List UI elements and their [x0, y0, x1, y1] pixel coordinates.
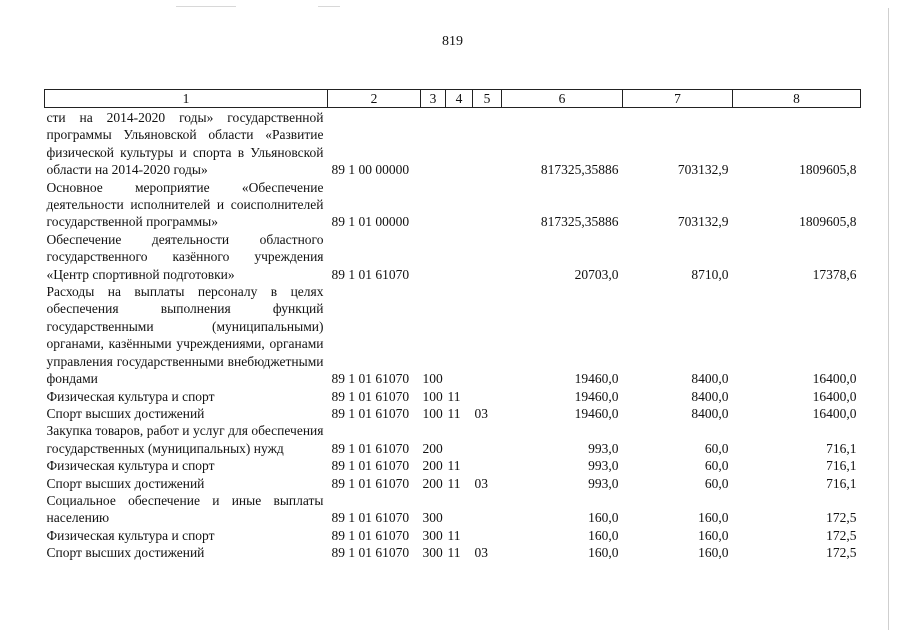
- table-row: [45, 388, 861, 405]
- subsection-code: [473, 283, 502, 387]
- subsection-code: [473, 231, 502, 283]
- amount-col-6: 817325,35886: [540, 162, 619, 178]
- amount-col-8: 1809605,8: [799, 214, 857, 230]
- amount-col-7: 160,0: [698, 527, 729, 543]
- amount-col-7: 8400,0: [691, 405, 729, 421]
- amount-col-7: 8400,0: [691, 371, 729, 387]
- amount-col-6: 160,0: [588, 545, 619, 561]
- amount-col-8: 716,1: [826, 475, 857, 491]
- table-row: [45, 544, 861, 561]
- subsection-code: 03: [474, 405, 488, 421]
- expense-type-code: 100: [422, 371, 443, 387]
- amount-col-8: 16400,0: [812, 371, 857, 387]
- row-name: сти на 2014-2020 годы» государственной программы Ульяновской области «Развитие физической культуры и спорта в Ульяновской области на 2014-2020 годы»: [46, 110, 324, 178]
- target-article-code: 89 1 00 00000: [331, 162, 410, 178]
- target-article-code: 89 1 01 61070: [331, 545, 410, 561]
- amount-col-6: 20703,0: [574, 266, 619, 282]
- target-article-code: 89 1 01 61070: [331, 527, 410, 543]
- row-name: Расходы на выплаты персоналу в целях обеспечения выполнения функций государственными (муниципальными) органами, казёнными учреждениями, органами управления государственными внебюджетными фондами: [46, 284, 324, 387]
- target-article-code: 89 1 01 61070: [331, 388, 410, 404]
- amount-col-7: 160,0: [698, 510, 729, 526]
- subsection-code: [473, 422, 502, 457]
- table-row: [45, 457, 861, 474]
- expense-type-code: 100: [422, 388, 443, 404]
- target-article-code: 89 1 01 61070: [331, 510, 410, 526]
- section-code: 11: [447, 458, 461, 474]
- amount-col-8: 716,1: [826, 440, 857, 456]
- budget-table: [44, 89, 861, 562]
- expense-type-code: 300: [422, 510, 443, 526]
- table-row: [45, 231, 861, 283]
- subsection-code: 03: [474, 475, 488, 491]
- expense-type-code: [421, 231, 446, 283]
- amount-col-7: 60,0: [704, 458, 729, 474]
- amount-col-6: 993,0: [588, 475, 619, 491]
- section-code: 11: [447, 475, 461, 491]
- row-name: Спорт высших достижений: [46, 545, 205, 561]
- column-number-row: [45, 90, 861, 108]
- target-article-code: 89 1 01 61070: [331, 475, 410, 491]
- row-name: Закупка товаров, работ и услуг для обеспечения государственных (муниципальных) нужд: [46, 423, 324, 456]
- expense-type-code: [421, 179, 446, 231]
- column-header: 5: [473, 90, 502, 108]
- subsection-code: [473, 492, 502, 527]
- scan-mark: [318, 6, 340, 7]
- expense-type-code: 300: [422, 545, 443, 561]
- expense-type-code: 200: [422, 440, 443, 456]
- section-code: 11: [447, 388, 461, 404]
- amount-col-8: 1809605,8: [799, 162, 857, 178]
- amount-col-7: 703132,9: [677, 162, 729, 178]
- scan-mark: [176, 6, 236, 7]
- amount-col-6: 19460,0: [574, 388, 619, 404]
- table-row: [45, 492, 861, 527]
- table-row: [45, 527, 861, 544]
- row-name: Физическая культура и спорт: [46, 527, 215, 543]
- subsection-code: [473, 179, 502, 231]
- table-row: [45, 475, 861, 492]
- target-article-code: 89 1 01 61070: [331, 266, 410, 282]
- column-header: 3: [421, 90, 446, 108]
- target-article-code: 89 1 01 61070: [331, 440, 410, 456]
- column-header: 4: [446, 90, 473, 108]
- row-name: Физическая культура и спорт: [46, 388, 215, 404]
- amount-col-7: 60,0: [704, 440, 729, 456]
- amount-col-7: 703132,9: [677, 214, 729, 230]
- subsection-code: [473, 457, 502, 474]
- amount-col-6: 19460,0: [574, 405, 619, 421]
- amount-col-8: 172,5: [826, 545, 857, 561]
- expense-type-code: 200: [422, 475, 443, 491]
- section-code: [446, 179, 473, 231]
- table-row: [45, 405, 861, 422]
- subsection-code: [473, 108, 502, 179]
- amount-col-8: 172,5: [826, 510, 857, 526]
- section-code: [446, 283, 473, 387]
- target-article-code: 89 1 01 61070: [331, 405, 410, 421]
- subsection-code: 03: [474, 545, 488, 561]
- target-article-code: 89 1 01 00000: [331, 214, 410, 230]
- row-name: Основное мероприятие «Обеспечение деятельности исполнителей и соисполнителей государственной программы»: [46, 179, 324, 230]
- amount-col-6: 160,0: [588, 510, 619, 526]
- amount-col-7: 60,0: [704, 475, 729, 491]
- expense-type-code: 300: [422, 527, 443, 543]
- row-name: Спорт высших достижений: [46, 405, 205, 421]
- amount-col-7: 160,0: [698, 545, 729, 561]
- amount-col-6: 993,0: [588, 458, 619, 474]
- table-row: [45, 108, 861, 179]
- amount-col-8: 16400,0: [812, 388, 857, 404]
- page-edge-line: [888, 8, 889, 630]
- row-name: Спорт высших достижений: [46, 475, 205, 491]
- amount-col-6: 817325,35886: [540, 214, 619, 230]
- amount-col-8: 172,5: [826, 527, 857, 543]
- table-row: [45, 422, 861, 457]
- amount-col-6: 160,0: [588, 527, 619, 543]
- section-code: [446, 108, 473, 179]
- section-code: 11: [447, 527, 461, 543]
- expense-type-code: [421, 108, 446, 179]
- table-row: [45, 179, 861, 231]
- row-name: Физическая культура и спорт: [46, 458, 215, 474]
- amount-col-8: 17378,6: [812, 266, 857, 282]
- amount-col-6: 993,0: [588, 440, 619, 456]
- amount-col-8: 16400,0: [812, 405, 857, 421]
- column-header: 2: [328, 90, 421, 108]
- table-row: [45, 283, 861, 387]
- column-header: 6: [502, 90, 623, 108]
- amount-col-7: 8710,0: [691, 266, 729, 282]
- target-article-code: 89 1 01 61070: [331, 458, 410, 474]
- expense-type-code: 100: [422, 405, 443, 421]
- subsection-code: [473, 388, 502, 405]
- amount-col-8: 716,1: [826, 458, 857, 474]
- page-number: 819: [442, 34, 463, 49]
- amount-col-6: 19460,0: [574, 371, 619, 387]
- column-header: 8: [733, 90, 861, 108]
- amount-col-7: 8400,0: [691, 388, 729, 404]
- section-code: [446, 422, 473, 457]
- expense-type-code: 200: [422, 458, 443, 474]
- subsection-code: [473, 527, 502, 544]
- section-code: [446, 231, 473, 283]
- column-header: 7: [623, 90, 733, 108]
- row-name: Обеспечение деятельности областного государственного казённого учреждения «Центр спортивной подготовки»: [46, 231, 324, 282]
- row-name: Социальное обеспечение и иные выплаты населению: [46, 492, 324, 526]
- target-article-code: 89 1 01 61070: [331, 371, 410, 387]
- section-code: 11: [447, 545, 461, 561]
- column-header: 1: [45, 90, 328, 108]
- section-code: [446, 492, 473, 527]
- section-code: 11: [447, 405, 461, 421]
